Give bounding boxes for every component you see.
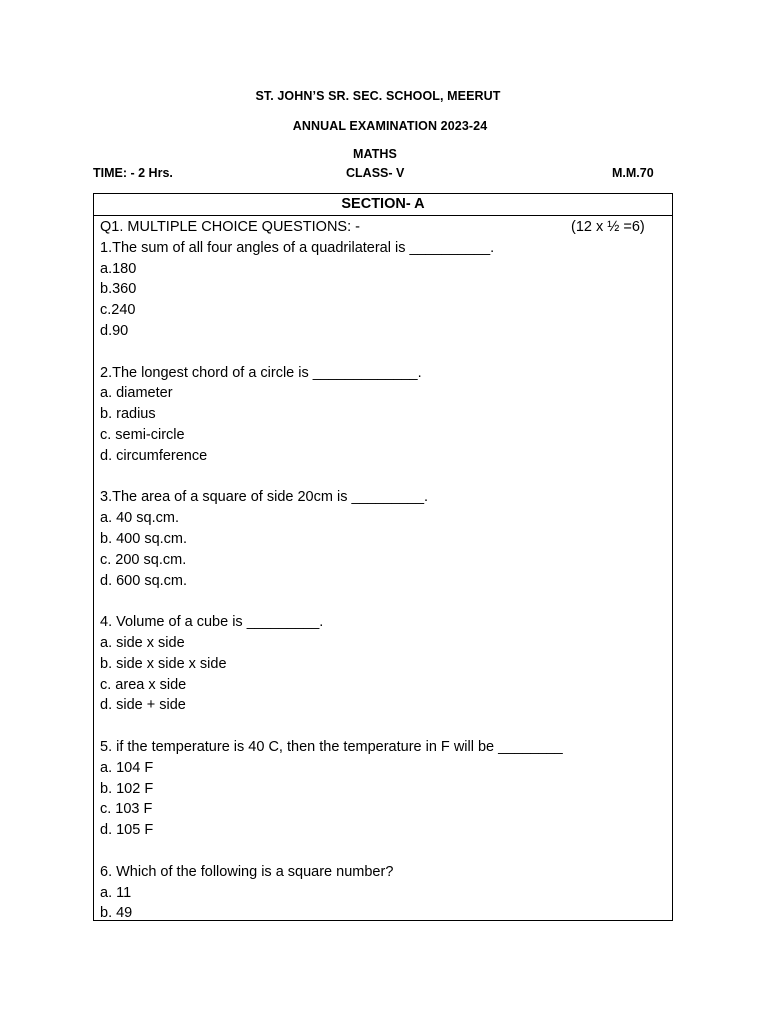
question-item — [100, 612, 672, 716]
question-text: 4. Volume of a cube is _________. — [100, 614, 324, 631]
question-item — [100, 487, 672, 591]
option-c: c. 103 F — [100, 801, 153, 818]
question-item — [100, 363, 672, 467]
option-c: c. semi-circle — [100, 426, 185, 443]
option-a: a. 40 sq.cm. — [100, 510, 179, 527]
option-d: d. side + side — [100, 697, 186, 714]
option-c: c. 200 sq.cm. — [100, 551, 187, 568]
question-item — [100, 737, 672, 841]
q1-marks: (12 x ½ =6) — [571, 219, 645, 235]
q1-heading-row — [100, 217, 672, 238]
question-item — [100, 238, 672, 342]
spacer — [100, 342, 672, 363]
question-text: 1.The sum of all four angles of a quadrilateral is __________. — [100, 239, 495, 256]
school-name: ST. JOHN’S SR. SEC. SCHOOL, MEERUT — [255, 89, 501, 103]
spacer — [100, 716, 672, 737]
q1-title: Q1. MULTIPLE CHOICE QUESTIONS: - — [100, 219, 360, 235]
option-d: d. circumference — [100, 447, 208, 464]
option-a: a. 104 F — [100, 759, 154, 776]
option-b: b. 400 sq.cm. — [100, 530, 188, 547]
exam-title: ANNUAL EXAMINATION 2023-24 — [292, 119, 488, 133]
option-a: a. 11 — [100, 884, 132, 901]
exam-class: CLASS- V — [346, 166, 405, 180]
exam-time: TIME: - 2 Hrs. — [93, 166, 173, 180]
spacer — [100, 591, 672, 612]
section-title: SECTION- A — [94, 194, 672, 216]
question-text: 2.The longest chord of a circle is _____________. — [100, 364, 422, 381]
question-list — [94, 216, 672, 924]
question-box — [93, 193, 673, 921]
option-d: d.90 — [100, 322, 129, 339]
option-c: c. area x side — [100, 676, 187, 693]
option-d: d. 600 sq.cm. — [100, 572, 188, 589]
spacer — [100, 841, 672, 862]
question-text: 6. Which of the following is a square number? — [100, 863, 394, 880]
maximum-marks: M.M.70 — [612, 166, 654, 180]
option-b: b. side x side x side — [100, 655, 227, 672]
option-a: a. side x side — [100, 634, 185, 651]
question-text: 3.The area of a square of side 20cm is _________. — [100, 489, 429, 506]
spacer — [100, 467, 672, 488]
option-a: a.180 — [100, 260, 137, 277]
option-b: b. 49 — [100, 905, 133, 922]
option-b: b. radius — [100, 406, 156, 423]
question-text: 5. if the temperature is 40 C, then the temperature in F will be ________ — [100, 738, 563, 755]
option-d: d. 105 F — [100, 822, 154, 839]
option-b: b. 102 F — [100, 780, 154, 797]
question-item — [100, 862, 672, 924]
option-c: c.240 — [100, 302, 136, 319]
option-a: a. diameter — [100, 385, 173, 402]
subject-title: MATHS — [352, 147, 397, 161]
option-b: b.360 — [100, 281, 137, 298]
